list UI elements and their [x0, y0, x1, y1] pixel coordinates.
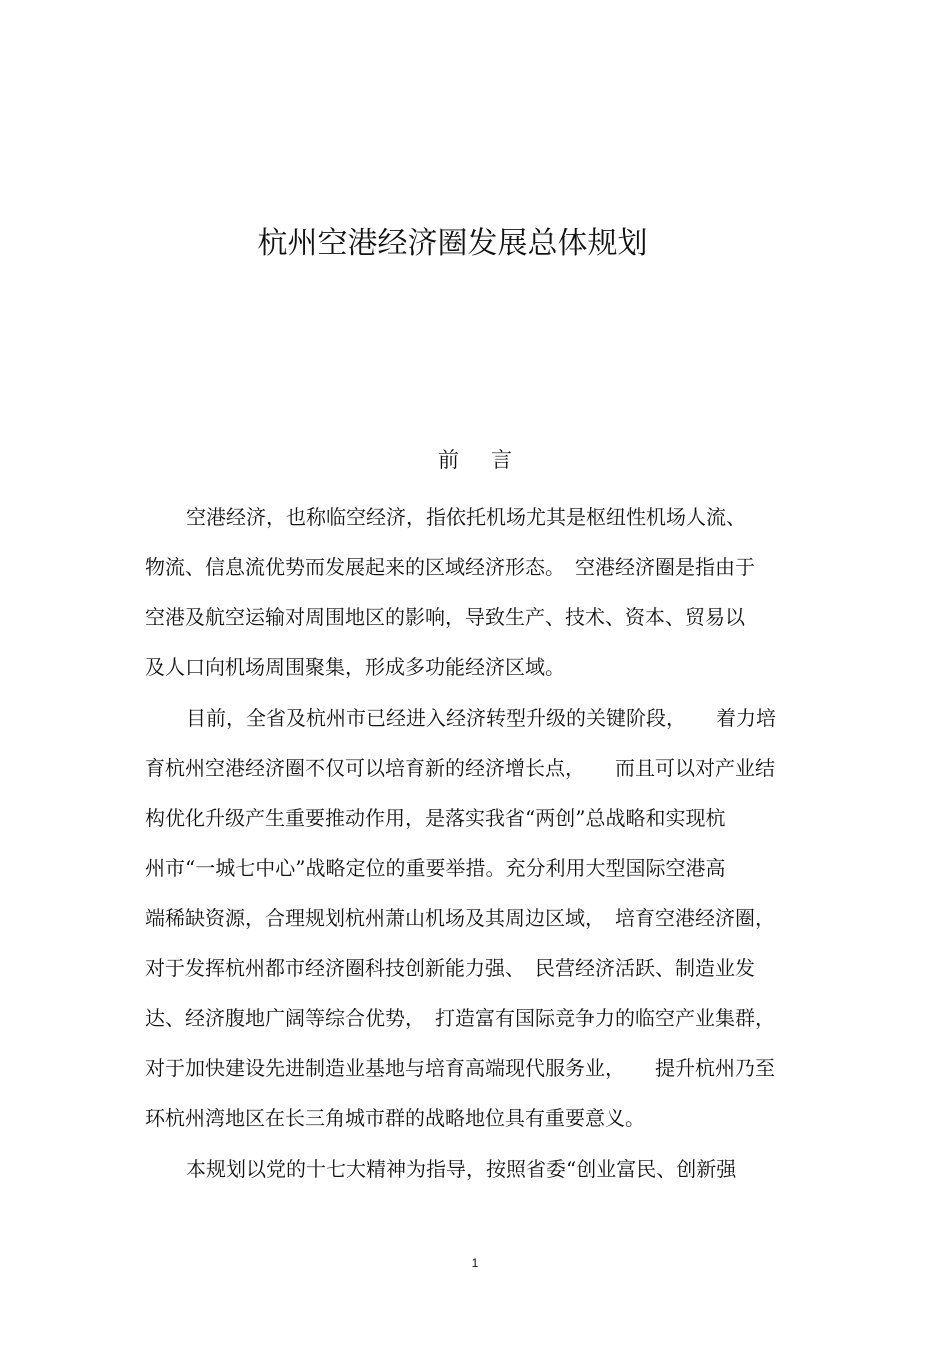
paragraph-line: 物流、信息流优势而发展起来的区域经济形态。 空港经济圈是指由于: [145, 555, 755, 579]
page-number: 1: [471, 1256, 479, 1270]
section-heading-char-2: 言: [491, 448, 512, 472]
paragraph-line: 及人口向机场周围聚集，形成多功能经济区域。: [145, 655, 565, 679]
paragraph-line: 本规划以党的十七大精神为指导，按照省委“创业富民、创新强: [186, 1157, 737, 1181]
document-title: 杭州空港经济圈发展总体规划: [257, 226, 648, 261]
paragraph-line: 构优化升级产生重要推动作用，是落实我省“两创”总战略和实现杭: [145, 806, 726, 830]
paragraph-line: 达、经济腹地广阔等综合优势， 打造富有国际竞争力的临空产业集群，: [145, 1006, 775, 1030]
paragraph-line: 育杭州空港经济圈不仅可以培育新的经济增长点， 而且可以对产业结: [145, 756, 775, 780]
section-heading-char-1: 前: [438, 448, 459, 472]
paragraph-line: 州市“一城七中心”战略定位的重要举措。充分利用大型国际空港高: [145, 856, 726, 880]
paragraph-line: 空港及航空运输对周围地区的影响，导致生产、技术、资本、贸易以: [145, 605, 745, 629]
paragraph-line: 对于加快建设先进制造业基地与培育高端现代服务业， 提升杭州乃至: [145, 1056, 775, 1080]
paragraph-line: 对于发挥杭州都市经济圈科技创新能力强、 民营经济活跃、制造业发: [145, 956, 755, 980]
paragraph-line: 端稀缺资源，合理规划杭州萧山机场及其周边区域， 培育空港经济圈，: [145, 906, 775, 930]
paragraph-line: 环杭州湾地区在长三角城市群的战略地位具有重要意义。: [145, 1106, 645, 1130]
section-heading-preface: [0, 445, 950, 475]
paragraph-line: 目前，全省及杭州市已经进入经济转型升级的关键阶段， 着力培: [186, 706, 776, 730]
paragraph-line: 空港经济，也称临空经济，指依托机场尤其是枢纽性机场人流、: [186, 505, 746, 529]
